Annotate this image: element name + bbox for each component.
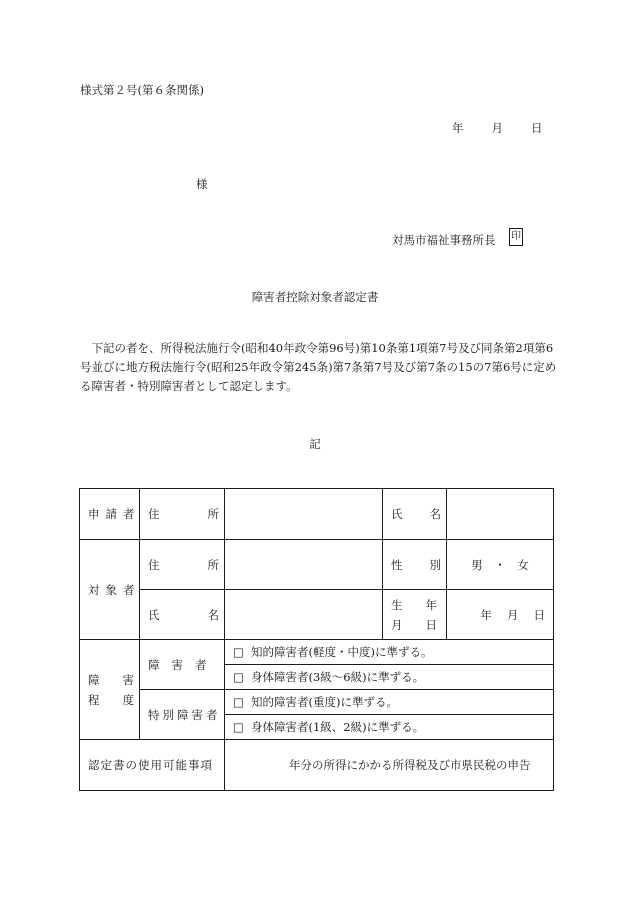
applicant-address-label-cell <box>140 489 267 540</box>
ki-heading: 記 <box>309 437 321 451</box>
applicant-label-cell <box>80 489 140 540</box>
document-title: 障害者控除対象者認定書 <box>251 290 379 304</box>
special-disability-label: 特別障害者 <box>148 707 221 722</box>
certification-body <box>80 339 557 396</box>
issuer-name: 対馬市福祉事務所長 <box>392 233 496 247</box>
option-row[interactable] <box>225 690 554 715</box>
usage-row <box>80 740 554 791</box>
degree-label-line1: 障 害 <box>88 672 134 687</box>
checkbox-icon[interactable]: □ <box>233 670 244 684</box>
checkbox-icon[interactable]: □ <box>233 720 244 734</box>
subject-address-label-cell <box>140 540 267 590</box>
address-label: 住所 <box>148 557 267 572</box>
sex-label-cell <box>383 540 468 590</box>
option-label: 身体障害者(1級、2級)に準ずる。 <box>251 720 425 734</box>
date-month-label: 月 <box>491 121 503 135</box>
subject-name-row <box>80 590 554 640</box>
degree-label-cell <box>80 640 140 740</box>
body-line: る障害者・特別障害者として認定します。 <box>80 379 298 393</box>
applicant-label: 申請者 <box>88 507 141 521</box>
applicant-name-label-cell <box>383 489 468 540</box>
form-number: 様式第２号(第６条関係) <box>80 83 204 97</box>
subject-label-cell <box>80 540 140 640</box>
usage-label-cell <box>80 740 225 791</box>
degree-row-1 <box>80 640 554 665</box>
body-line: 下記の者を、所得税法施行令(昭和40年政令第96号)第10条第1項第7号及び同条第2項第6 <box>80 341 554 355</box>
option-label: 知的障害者(重度)に準ずる。 <box>251 695 398 709</box>
birth-label-cell <box>383 590 447 640</box>
name-label: 氏名 <box>391 507 468 521</box>
seal-mark: 印 <box>509 228 523 246</box>
subject-name-label-cell <box>140 590 267 640</box>
usage-value-cell <box>225 740 554 791</box>
checkbox-icon[interactable]: □ <box>233 645 244 659</box>
degree-label-line2: 程 度 <box>88 692 134 707</box>
addressee-suffix: 様 <box>196 177 208 191</box>
date-year-label: 年 <box>452 121 464 135</box>
option-row[interactable] <box>225 715 554 740</box>
birth-date-field[interactable] <box>447 590 554 640</box>
subject-label: 対象者 <box>88 582 141 597</box>
option-row[interactable] <box>225 665 554 690</box>
birth-label-line2: 月 日 <box>391 617 437 632</box>
option-label: 知的障害者(軽度・中度)に準ずる。 <box>251 645 433 659</box>
birth-label-line1: 生 年 <box>391 597 437 612</box>
option-label: 身体障害者(3級～6級)に準ずる。 <box>251 670 425 684</box>
date-day-label: 日 <box>531 121 543 135</box>
special-disability-label-cell <box>140 690 225 740</box>
option-row[interactable] <box>225 640 554 665</box>
applicant-row <box>80 489 554 540</box>
degree-row-3 <box>80 690 554 715</box>
address-label: 住所 <box>148 507 267 521</box>
subject-address-row <box>80 540 554 590</box>
checkbox-icon[interactable]: □ <box>233 695 244 709</box>
sex-options: 男 ・ 女 <box>471 557 529 572</box>
usage-label: 認定書の使用可能事項 <box>88 758 213 772</box>
disability-label: 障害者 <box>148 657 219 672</box>
certification-table <box>79 488 554 791</box>
disability-label-cell <box>140 640 225 690</box>
name-label: 氏名 <box>148 607 267 622</box>
usage-value: 年分の所得にかかる所得税及び市県民税の申告 <box>289 758 531 772</box>
sex-label: 性別 <box>391 557 468 572</box>
issue-date <box>452 120 543 136</box>
birth-date-value: 年 月 日 <box>480 607 545 622</box>
body-line: 号並びに地方税法施行令(昭和25年政令第245条)第7条第7号及び第7条の15の7第6号に定め <box>80 360 557 374</box>
